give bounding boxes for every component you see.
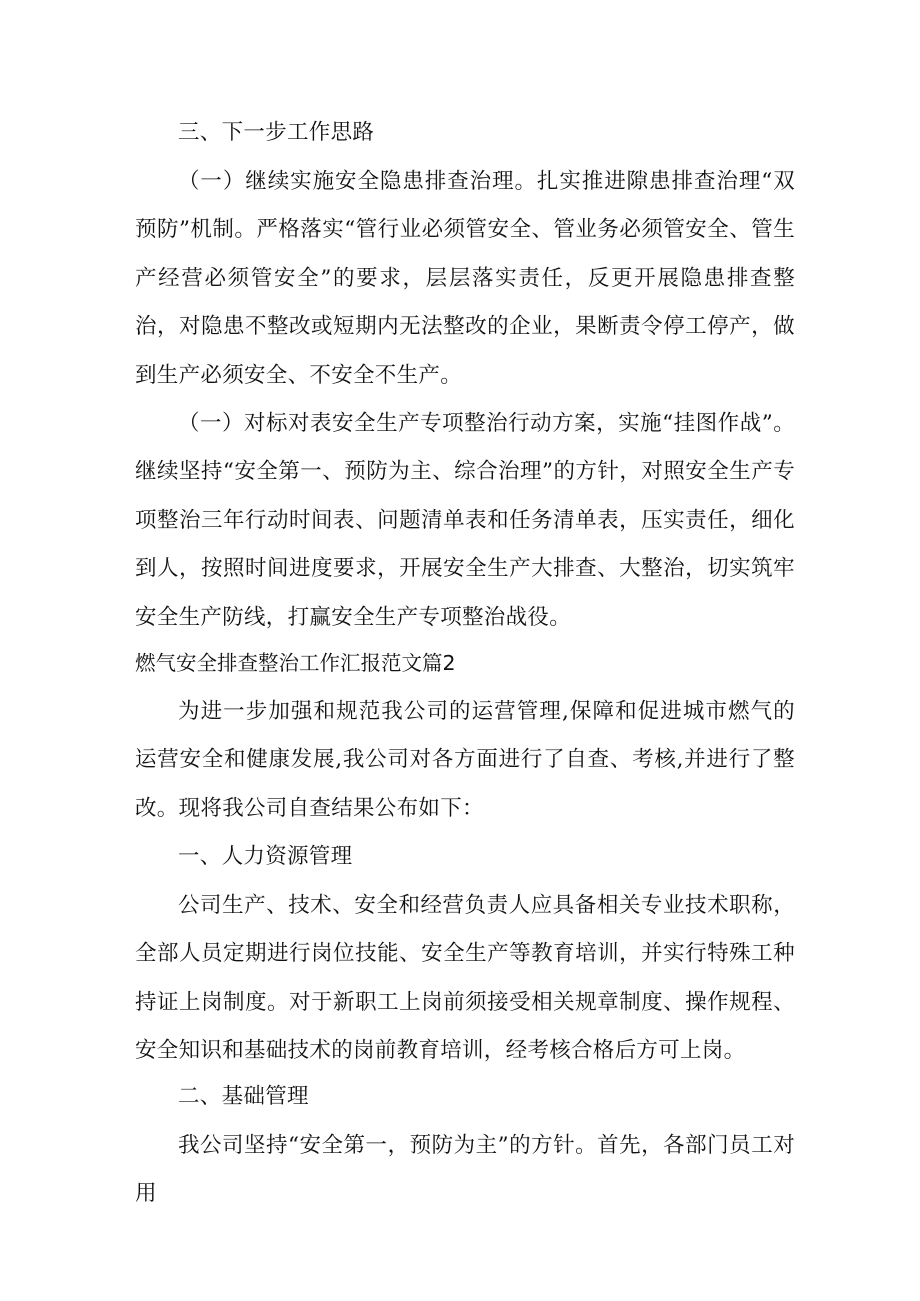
section-heading-human-resources: 一、人力资源管理 — [178, 844, 353, 869]
section-heading-next-steps: 三、下一步工作思路 — [178, 120, 375, 145]
article-title: 燃气安全排查整治工作汇报范文篇2 — [135, 651, 456, 675]
section-heading-basic-management: 二、基础管理 — [178, 1084, 309, 1109]
paragraph-introduction: 为进一步加强和规范我公司的运营管理,保障和促进城市燃气的运营安全和健康发展,我公司对各方面进行了自查、考核,并进行了整改。现将我公司自查结果公布如下： — [135, 699, 795, 821]
paragraph-special-rectification: （一）对标对表安全生产专项整治行动方案，实施“挂图作战”。继续坚持“安全第一、预防为主、综合治理”的方针，对照安全生产专项整治三年行动时间表、问题清单表和任务清单表，压实责任，细化到人，按照时间进度要求，开展安全生产大排查、大整治，切实筑牢安全生产防线，打赢安全生产专项整治战役。 — [135, 411, 795, 630]
paragraph-hazard-investigation: （一）继续实施安全隐患排查治理。扎实推进隙患排查治理“双预防”机制。严格落实“管行业必须管安全、管业务必须管安全、管生产经营必须管安全”的要求，层层落实责任，反更开展隐患排查整治，对隐患不整改或短期内无法整改的企业，果断责令停工停产，做到生产必须安全、不安全不生产。 — [135, 169, 795, 388]
paragraph-basic-management: 我公司坚持“安全第一，预防为主”的方针。首先，各部门员工对用 — [135, 1133, 795, 1207]
paragraph-human-resources: 公司生产、技术、安全和经营负责人应具备相关专业技术职称，全部人员定期进行岗位技能、安全生产等教育培训，并实行特殊工种持证上岗制度。对于新职工上岗前须接受相关规章制度、操作规程、安全知识和基础技术的岗前教育培训，经考核合格后方可上岗。 — [135, 893, 795, 1064]
